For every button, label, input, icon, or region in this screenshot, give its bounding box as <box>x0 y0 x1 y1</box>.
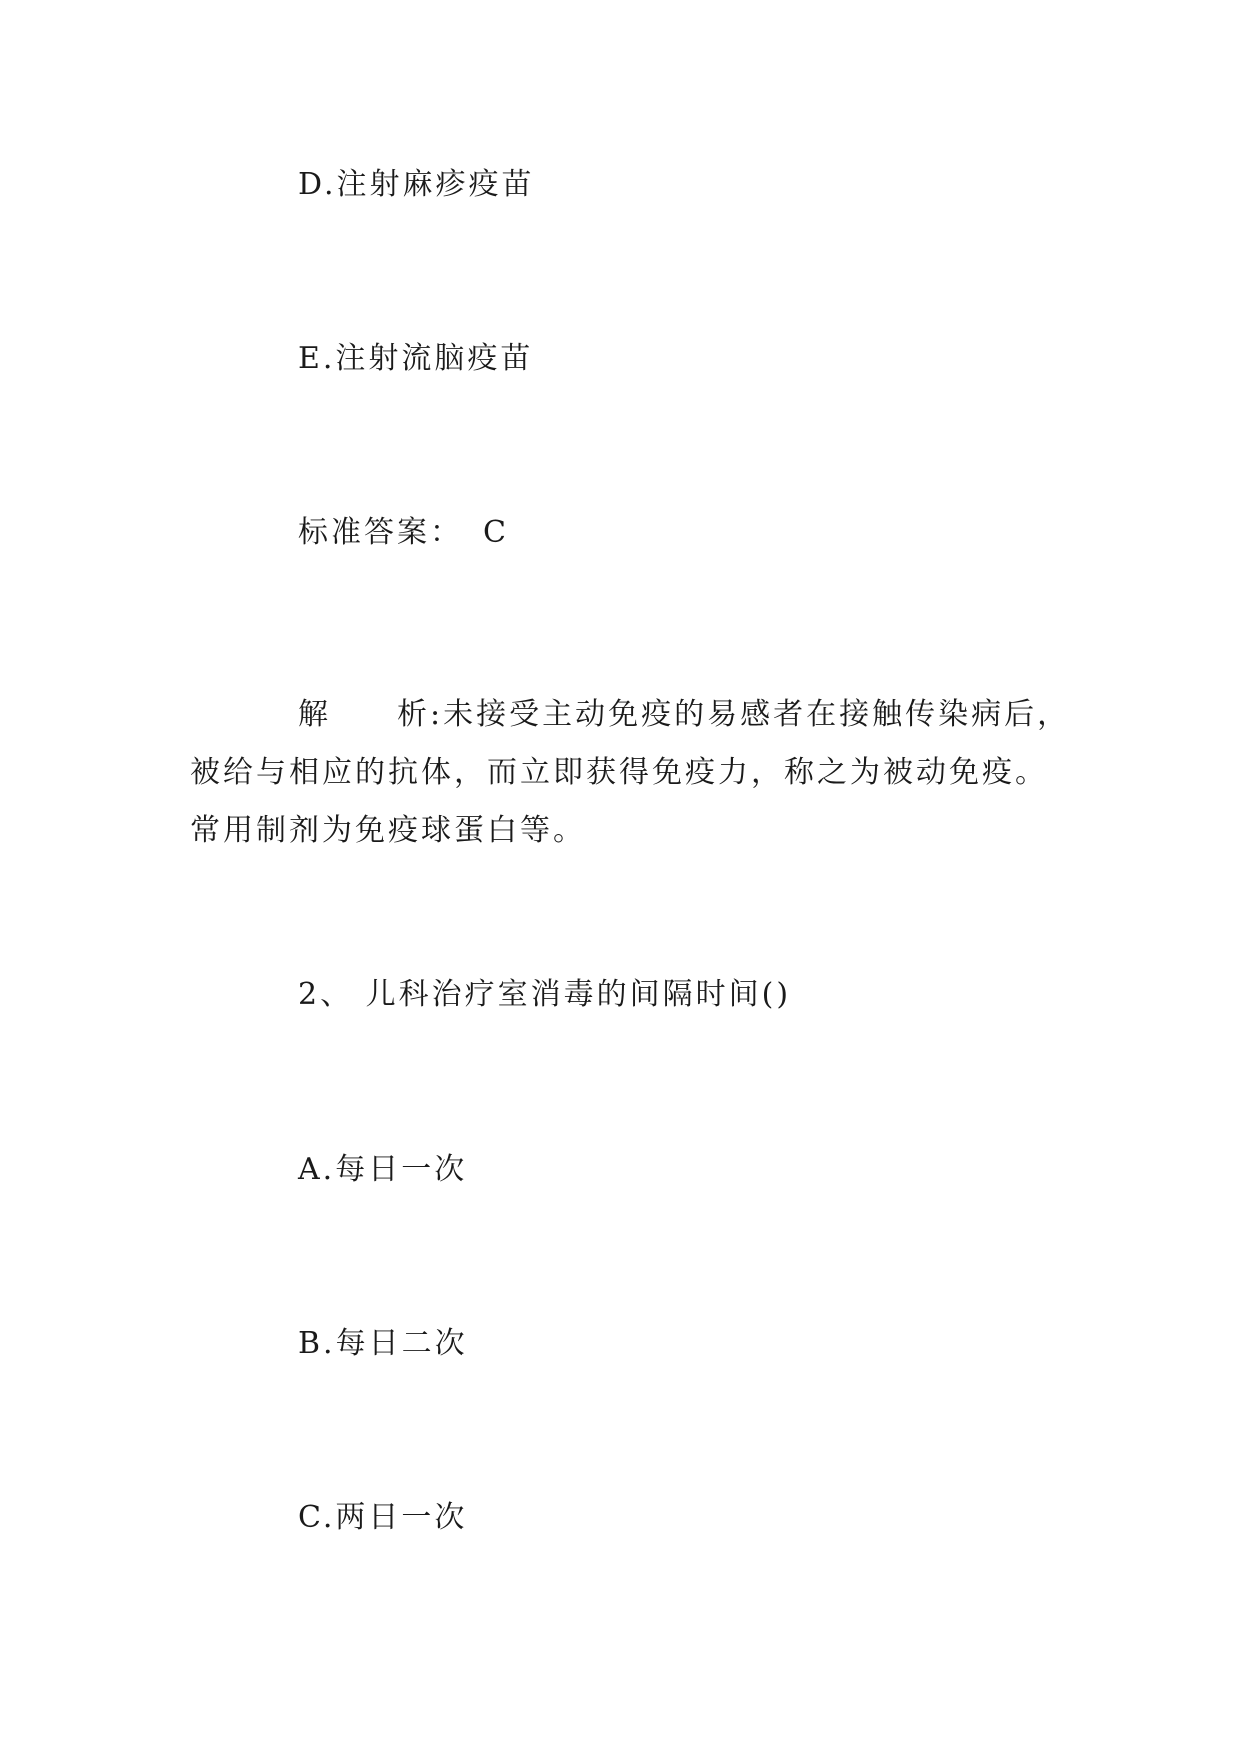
analysis-label-second: 析: <box>397 697 444 732</box>
answer-value: C <box>483 515 509 550</box>
q1-analysis <box>190 686 1090 860</box>
q1-option-e: E.注射流脑疫苗 <box>298 341 534 376</box>
q1-answer <box>298 514 509 552</box>
analysis-line-3: 常用制剂为免疫球蛋白等。 <box>190 813 586 848</box>
analysis-text-1: 未接受主动免疫的易感者在接触传染病后， <box>443 697 1071 732</box>
q2-option-a: A.每日一次 <box>298 1152 468 1187</box>
answer-label: 标准答案： <box>298 515 463 550</box>
q2-option-b: B.每日二次 <box>298 1326 468 1361</box>
q1-option-d: D.注射麻疹疫苗 <box>298 167 535 202</box>
q2-option-c: C.两日一次 <box>298 1500 468 1535</box>
analysis-line-1 <box>190 686 1090 744</box>
q2-question: 2、 儿科治疗室消毒的间隔时间() <box>298 977 792 1012</box>
analysis-label-first: 解 <box>298 697 331 732</box>
analysis-line-2: 被给与相应的抗体，而立即获得免疫力，称之为被动免疫。 <box>190 755 1048 790</box>
